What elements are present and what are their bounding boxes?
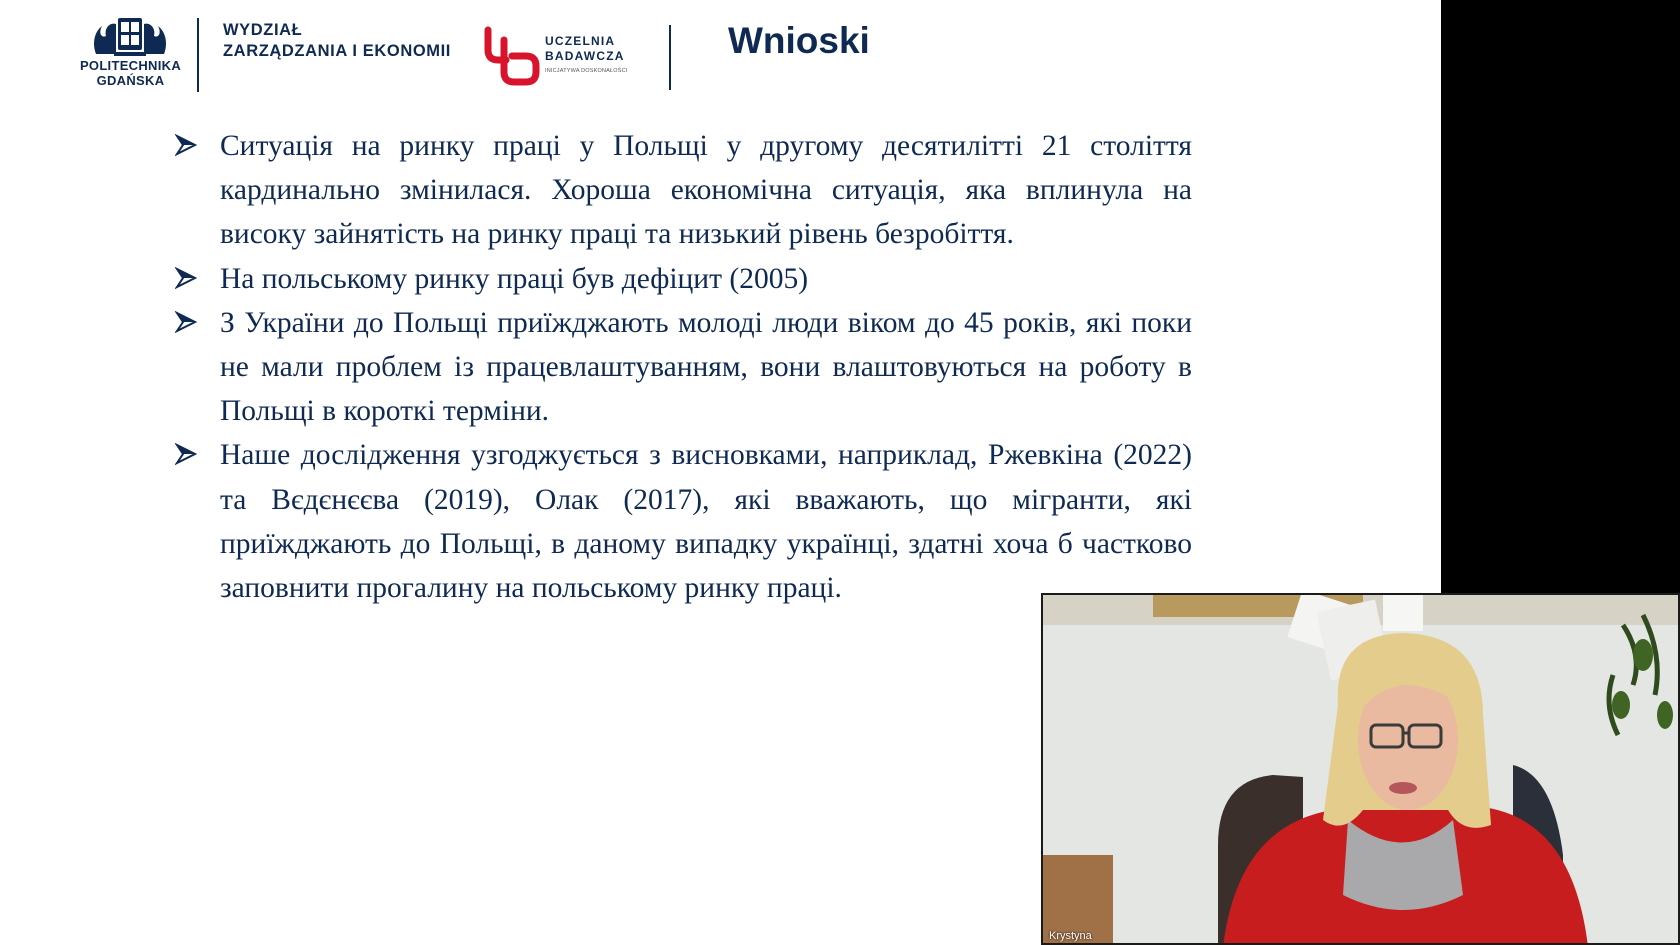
logo-line-1: POLITECHNIKA bbox=[79, 58, 182, 73]
bullet-item bbox=[175, 433, 1192, 610]
ub-tagline: INICJATYWA DOSKONAŁOŚCI bbox=[545, 68, 628, 74]
header-divider-2 bbox=[669, 25, 671, 90]
uczelnia-badawcza-text bbox=[545, 34, 628, 79]
uczelnia-badawcza-mark-icon bbox=[482, 26, 542, 86]
slide-title: Wnioski bbox=[728, 20, 870, 61]
ub-line-2: BADAWCZA bbox=[545, 49, 625, 63]
faculty-line-2: ZARZĄDZANIA I EKONOMII bbox=[223, 42, 451, 60]
faculty-name bbox=[223, 20, 451, 62]
bullet-list bbox=[175, 124, 1192, 610]
politechnika-gdanska-logo bbox=[78, 14, 183, 92]
bullet-item bbox=[175, 257, 1192, 301]
logo-line-2: GDAŃSKA bbox=[96, 73, 165, 88]
webcam-video-image bbox=[1043, 595, 1680, 945]
arrow-bullet-icon bbox=[175, 134, 197, 156]
participant-video-tile[interactable] bbox=[1041, 593, 1680, 945]
bullet-text: Ситуація на ринку праці у Польщі у другому десятилітті 21 століття кардинально змінилася. Хороша економічна ситуація, яка вплинула на високу зайнятість на ринку праці та низький рівень безробіття. bbox=[220, 130, 1192, 251]
bullet-item bbox=[175, 124, 1192, 257]
bullet-text: На польському ринку праці був дефіцит (2005) bbox=[220, 262, 809, 295]
arrow-bullet-icon bbox=[175, 267, 197, 289]
arrow-bullet-icon bbox=[175, 311, 197, 333]
bullet-item bbox=[175, 301, 1192, 434]
ub-line-1: UCZELNIA bbox=[545, 34, 616, 48]
header-divider-1 bbox=[197, 18, 199, 92]
bullet-text: З України до Польщі приїжджають молоді люди віком до 45 років, які поки не мали проблем із працевлаштуванням, вони влаштовуються на роботу в Польщі в короткі терміни. bbox=[220, 306, 1192, 428]
arrow-bullet-icon bbox=[175, 443, 197, 465]
crest-icon bbox=[88, 14, 172, 58]
bullet-text: Наше дослідження узгоджується з висновками, наприклад, Ржевкіна (2022) та Вєдєнєєва (2019), Олак (2017), які вважають, що мігранти, які приїжджають до Польщі, в даному випадку українці, здатні хоча б частково заповнити прогалину на польському ринку праці. bbox=[220, 439, 1192, 605]
participant-name-label: Krystyna bbox=[1049, 930, 1092, 942]
faculty-line-1: WYDZIAŁ bbox=[223, 21, 303, 39]
